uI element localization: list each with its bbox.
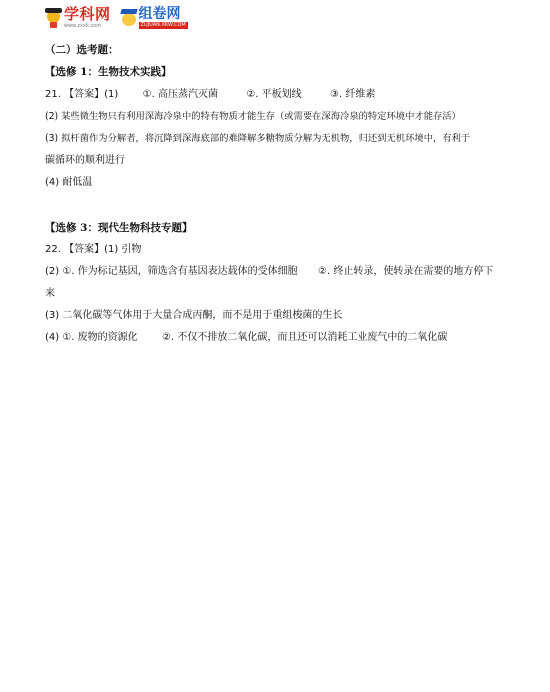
q22-answer-2-line2: 来	[45, 288, 55, 299]
module3-title: 【选修 3：现代生物科技专题】	[45, 222, 193, 234]
q21-answer-1-part2: ②. 平板划线	[246, 89, 302, 100]
q22-answer-1: 22. 【答案】(1) 引物	[45, 244, 142, 255]
q22-answer-4-part1: (4) ①. 废物的资源化	[45, 332, 138, 343]
q22-answer-2-part2: ②. 终止转录，使转录在需要的地方停下	[318, 266, 494, 277]
module1-title: 【选修 1：生物技术实践】	[45, 66, 172, 78]
zujuan-logo-tag: ZUJUAN.XKW.COM	[140, 22, 186, 28]
zxxk-logo-url: www.zxxk.com	[64, 23, 102, 29]
zujuan-logo-name: 组卷网	[138, 6, 181, 22]
q21-answer-1-part3: ③. 纤维素	[330, 89, 376, 100]
q22-answer-2-part1: (2) ①. 作为标记基因，筛选含有基因表达载体的受体细胞	[45, 266, 298, 277]
q21-answer-3-line1: (3) 拟杆菌作为分解者，将沉降到深海底部的难降解多糖物质分解为无机物，归还到无机环境中，有利于	[45, 133, 471, 144]
zxxk-mascot-icon	[45, 8, 62, 28]
zujuan-logo[interactable]	[121, 7, 188, 29]
q22-answer-3: (3) 二氧化碳等气体用于大量合成丙酮，而不是用于重组梭菌的生长	[45, 310, 343, 321]
q21-answer-3-line2: 碳循环的顺利进行	[45, 155, 125, 166]
header-logos	[45, 4, 188, 32]
q21-answer-4: (4) 耐低温	[45, 177, 93, 188]
section-title: （二）选考题：	[45, 44, 119, 56]
zxxk-logo[interactable]	[45, 7, 111, 29]
q21-answer-1-part1: ①. 高压蒸汽灭菌	[142, 89, 218, 100]
q22-answer-2-line1	[45, 265, 493, 279]
zujuan-mascot-icon	[121, 9, 137, 27]
q22-answer-4-part2: ②. 不仅不排放二氧化碳，而且还可以消耗工业废气中的二氧化碳	[162, 332, 448, 343]
q21-answer-2: (2) 某些微生物只有利用深海冷泉中的特有物质才能生存（或需要在深海冷泉的特定环境中才能存活）	[45, 111, 461, 122]
q21-answer-1-label: 21. 【答案】(1)	[45, 89, 119, 100]
zxxk-logo-name: 学科网	[64, 5, 111, 23]
q21-answer-1	[45, 88, 375, 102]
q22-answer-4	[45, 331, 447, 345]
